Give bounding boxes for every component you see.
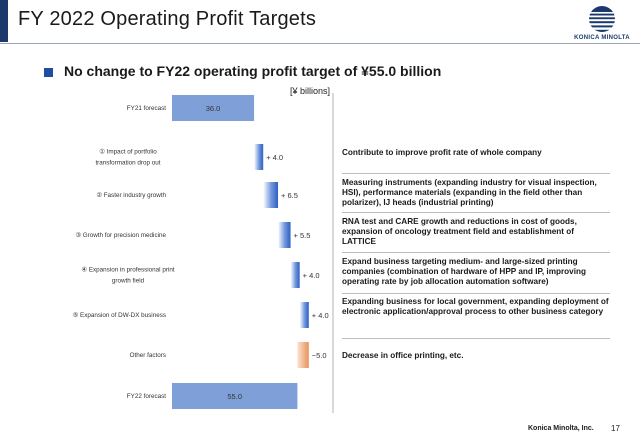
waterfall-chart xyxy=(0,90,340,420)
data-label-7: −5.0 xyxy=(311,351,327,360)
factor-description-6: Decrease in office printing, etc. xyxy=(342,351,464,360)
data-label-3: + 6.5 xyxy=(281,191,298,200)
category-label-7: Other factors xyxy=(129,352,166,359)
factor-description-3: RNA test and CARE growth and reductions in cost of goods, expansion of oncology treatment field and establishment of LATTICE xyxy=(342,217,577,246)
category-label-2-line-2: transformation drop out xyxy=(95,159,161,167)
bar-4 xyxy=(278,222,291,248)
page-number: 17 xyxy=(611,424,620,433)
description-divider-4 xyxy=(342,293,610,294)
data-label-4: + 5.5 xyxy=(293,231,311,240)
factor-description-5: Expanding business for local government, expanding deployment of electronic application/approval process to other business category xyxy=(342,297,609,316)
data-label-8: 55.0 xyxy=(227,392,243,401)
description-divider-5 xyxy=(342,338,610,339)
footer-company: Konica Minolta, Inc. xyxy=(528,425,594,432)
category-label-3: ② Faster industry growth xyxy=(96,192,166,199)
unit-label: [¥ billions] xyxy=(290,86,331,96)
title-accent-bar xyxy=(0,0,8,42)
description-divider-3 xyxy=(342,252,610,253)
title-divider xyxy=(0,43,640,44)
category-label-2-line-1: ① Impact of portfolio xyxy=(99,148,157,156)
category-label-8: FY22 forecast xyxy=(126,393,166,400)
category-label-4: ③ Growth for precision medicine xyxy=(75,232,166,239)
page-title: FY 2022 Operating Profit Targets xyxy=(18,8,317,30)
factor-description-2: Measuring instruments (expanding industry for visual inspection, HSI), performance materials (expanding in the field other than polarizer), IJ heads (industrial printing) xyxy=(342,178,597,207)
category-label-5-line-1: ④ Expansion in professional print xyxy=(81,266,175,274)
headline-bullet xyxy=(44,68,53,77)
headline: No change to FY22 operating profit target of ¥55.0 billion xyxy=(64,63,442,79)
data-label-2: + 4.0 xyxy=(266,153,284,162)
data-label-6: + 4.0 xyxy=(311,311,329,320)
bar-2 xyxy=(254,144,263,170)
logo-symbol-icon xyxy=(570,4,634,36)
category-label-6: ⑤ Expansion of DW-DX business xyxy=(72,312,166,319)
data-label-5: + 4.0 xyxy=(302,271,320,280)
data-label-1: 36.0 xyxy=(205,104,221,113)
bar-3 xyxy=(263,182,278,208)
logo-wordmark: KONICA MINOLTA xyxy=(574,35,630,41)
description-divider-1 xyxy=(342,173,610,174)
factor-description-4: Expand business targeting medium- and large-sized printing companies (combination of hardware of HPP and IP, improving operating rate by job allocation automation software) xyxy=(342,257,586,286)
factor-description-1: Contribute to improve profit rate of whole company xyxy=(342,148,542,157)
category-label-1: FY21 forecast xyxy=(126,105,166,112)
bar-5 xyxy=(291,262,300,288)
bar-7 xyxy=(297,342,308,368)
company-logo xyxy=(570,4,634,44)
description-divider-2 xyxy=(342,212,610,213)
category-label-5-line-2: growth field xyxy=(111,277,145,285)
bar-6 xyxy=(300,302,309,328)
